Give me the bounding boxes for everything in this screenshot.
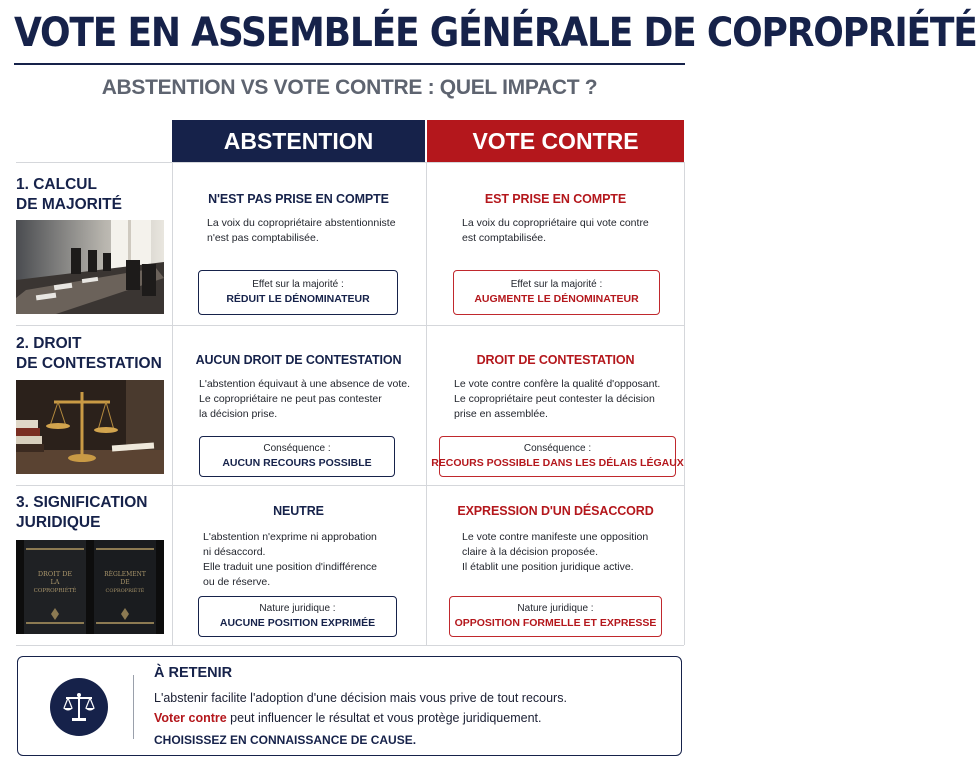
majorite-contre-effect-box: Effet sur la majorité : AUGMENTE LE DÉNOMINATEUR <box>453 270 660 315</box>
row-label-contestation: 2. DROIT DE CONTESTATION <box>16 335 162 372</box>
row-divider <box>16 645 684 646</box>
signification-contre-text: Le vote contre manifeste une opposition claire à la décision proposée. Il établit une position juridique active. <box>462 531 649 573</box>
majorite-abstention-text: La voix du copropriétaire abstentionniste n'est pas comptabilisée. <box>207 217 396 244</box>
majorite-contre-text: La voix du copropriétaire qui vote contre est comptabilisée. <box>462 217 649 244</box>
signification-abstention-nature-box: Nature juridique : AUCUNE POSITION EXPRIMÉE <box>198 596 397 637</box>
contestation-abstention-text: L'abstention équivaut à une absence de vote. Le copropriétaire ne peut pas contester la décision prise. <box>199 378 410 420</box>
contestation-contre-text: Le vote contre confère la qualité d'opposant. Le copropriétaire peut contester la décision prise en assemblée. <box>454 378 661 420</box>
majorite-abstention-effect-box: Effet sur la majorité : RÉDUIT LE DÉNOMINATEUR <box>198 270 398 315</box>
retain-emphasis: Voter contre <box>154 711 227 725</box>
column-divider <box>684 162 685 645</box>
title-divider <box>14 63 685 65</box>
signification-abstention-title: NEUTRE <box>273 504 324 518</box>
page-subtitle: ABSTENTION VS VOTE CONTRE : QUEL IMPACT ? <box>101 76 598 99</box>
svg-text:COPROPRIÉTÉ: COPROPRIÉTÉ <box>105 588 145 594</box>
contestation-abstention-title: AUCUN DROIT DE CONTESTATION <box>195 353 402 367</box>
signification-contre-nature-box: Nature juridique : OPPOSITION FORMELLE ET EXPRESSE <box>449 596 662 637</box>
retain-line-1: L'abstenir facilite l'adoption d'une décision mais vous prive de tout recours. <box>154 691 567 705</box>
row-divider <box>16 162 684 163</box>
scales-of-justice-icon <box>16 380 164 474</box>
contestation-contre-consequence-box: Conséquence : RECOURS POSSIBLE DANS LES DÉLAIS LÉGAUX <box>439 436 676 477</box>
scales-icon <box>50 678 108 736</box>
retain-conclusion: CHOISISSEZ EN CONNAISSANCE DE CAUSE. <box>154 733 417 747</box>
retain-line-2: Voter contre peut influencer le résultat et vous protège juridiquement. <box>154 711 542 725</box>
svg-text:DROIT DE: DROIT DE <box>37 570 73 578</box>
meeting-room-icon <box>16 220 164 314</box>
retain-summary-box <box>17 656 682 756</box>
svg-text:LA: LA <box>50 578 60 586</box>
row-label-signification: 3. SIGNIFICATION JURIDIQUE <box>16 494 148 531</box>
svg-text:COPROPRIÉTÉ: COPROPRIÉTÉ <box>33 588 77 594</box>
signification-abstention-text: L'abstention n'exprime ni approbation ni désaccord. Elle traduit une position d'indifférence ou de réserve. <box>203 531 378 588</box>
contestation-contre-title: DROIT DE CONTESTATION <box>476 353 635 367</box>
column-header-vote-contre: VOTE CONTRE <box>427 120 684 162</box>
column-divider <box>172 162 173 645</box>
retain-divider <box>133 675 134 739</box>
svg-text:RÈGLEMENT: RÈGLEMENT <box>104 571 146 578</box>
majorite-abstention-title: N'EST PAS PRISE EN COMPTE <box>208 192 389 206</box>
majorite-contre-title: EST PRISE EN COMPTE <box>484 192 627 206</box>
row-divider <box>16 485 684 486</box>
retain-title: À RETENIR <box>154 665 233 681</box>
svg-text:DE: DE <box>120 579 130 586</box>
row-divider <box>16 325 684 326</box>
law-books-icon <box>16 540 164 634</box>
column-divider <box>426 162 427 645</box>
row-label-majorite: 1. CALCUL DE MAJORITÉ <box>16 176 122 213</box>
column-header-abstention: ABSTENTION <box>172 120 425 162</box>
signification-contre-title: EXPRESSION D'UN DÉSACCORD <box>457 504 654 518</box>
contestation-abstention-consequence-box: Conséquence : AUCUN RECOURS POSSIBLE <box>199 436 395 477</box>
page-title: VOTE EN ASSEMBLÉE GÉNÉRALE DE COPROPRIÉTÉ <box>14 10 977 56</box>
